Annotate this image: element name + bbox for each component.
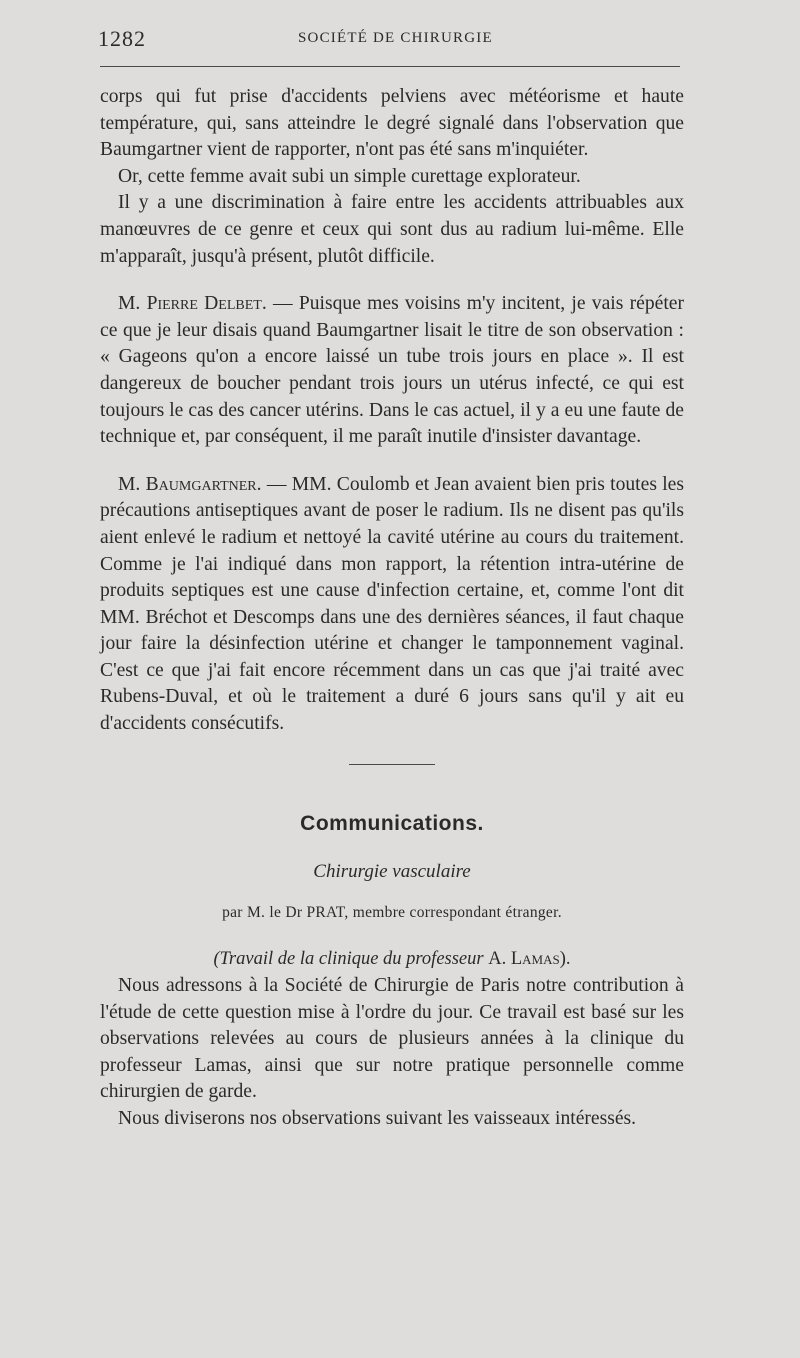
section-title: Communications. — [300, 811, 484, 835]
paragraph-gap — [100, 270, 684, 291]
source-professor: A. Lamas — [488, 949, 560, 970]
source-italic: (Travail de la clinique du professeur — [213, 949, 484, 970]
delbet-remark: — Puisque mes voisins m'y incitent, je vais répéter ce que je leur disais quand Baumgartner lisait le titre de son observation : « Gageons qu'on a encore laissé un tube trois jours en place ». Il est dangereux de boucher pendant trois jours un utérus infecté, ce qui est toujours le cas des cancer utérins. Dans le cas actuel, il y a eu une faute de technique et, par conséquent, il me paraît inutile d'insister davantage. — [100, 293, 684, 448]
paragraph-delbet — [100, 291, 684, 451]
article-author: par M. le Dr PRAT, membre correspondant étranger. — [222, 903, 562, 921]
paragraph-curettage: Or, cette femme avait subi un simple curettage explorateur. — [118, 165, 581, 187]
paragraph-discrimination: Il y a une discrimination à faire entre les accidents attribuables aux manœuvres de ce genre et ceux qui sont dus au radium lui-même. Elle m'apparaît, jusqu'à présent, plutôt difficile. — [100, 192, 684, 267]
section-divider — [349, 764, 435, 765]
paragraph-baumgartner — [100, 472, 684, 738]
page-header — [98, 26, 688, 56]
baumgartner-remark: — MM. Coulomb et Jean avaient bien pris toutes les précautions antiseptiques avant de poser le radium. Ils ne disent pas qu'ils aient enlevé le radium et nettoyé la cavité utérine au cours du traitement. Comme je l'ai indiqué dans mon rapport, la rétention intra-utérine de produits septiques est une cause d'infection certaine, et, comme l'ont dit MM. Bréchot et Descomps dans une des dernières séances, il faut chaque jour faire la désinfection utérine et changer le tamponnement vaginal. C'est ce que j'ai fait encore récemment dans un cas que j'ai traité avec Rubens-Duval, et où le traitement a duré 6 jours sans qu'il y ait eu d'accidents consécutifs. — [100, 473, 685, 735]
paragraph-division: Nous diviserons nos observations suivant les vaisseaux intéressés. — [118, 1108, 637, 1129]
header-rule — [100, 66, 680, 67]
paragraph-gap — [100, 451, 684, 472]
body-text — [100, 84, 684, 1133]
paragraph-continuation: corps qui fut prise d'accidents pelviens avec météorisme et haute température, qui, sans atteindre le degré signalé dans l'observation que Baumgartner vient de rapporter, n'ont pas été sans m'inquiéter. — [100, 86, 684, 161]
speaker-baumgartner: M. Baumgartner. — [118, 473, 262, 495]
running-head: SOCIÉTÉ DE CHIRURGIE — [298, 30, 493, 46]
article-title: Chirurgie vasculaire — [313, 861, 471, 883]
page-number: 1282 — [98, 26, 146, 51]
source-close: ). — [559, 949, 571, 970]
speaker-delbet: M. Pierre Delbet. — [118, 293, 267, 315]
paragraph-introduction: Nous adressons à la Société de Chirurgie de Paris notre contribution à l'étude de cette question mise à l'ordre du jour. Ce travail est basé sur les observations relevées au cours de plusieurs années à la clinique du professeur Lamas, ainsi que sur notre pratique personnelle comme chirurgien de garde. — [100, 975, 684, 1103]
article-source — [100, 946, 684, 973]
